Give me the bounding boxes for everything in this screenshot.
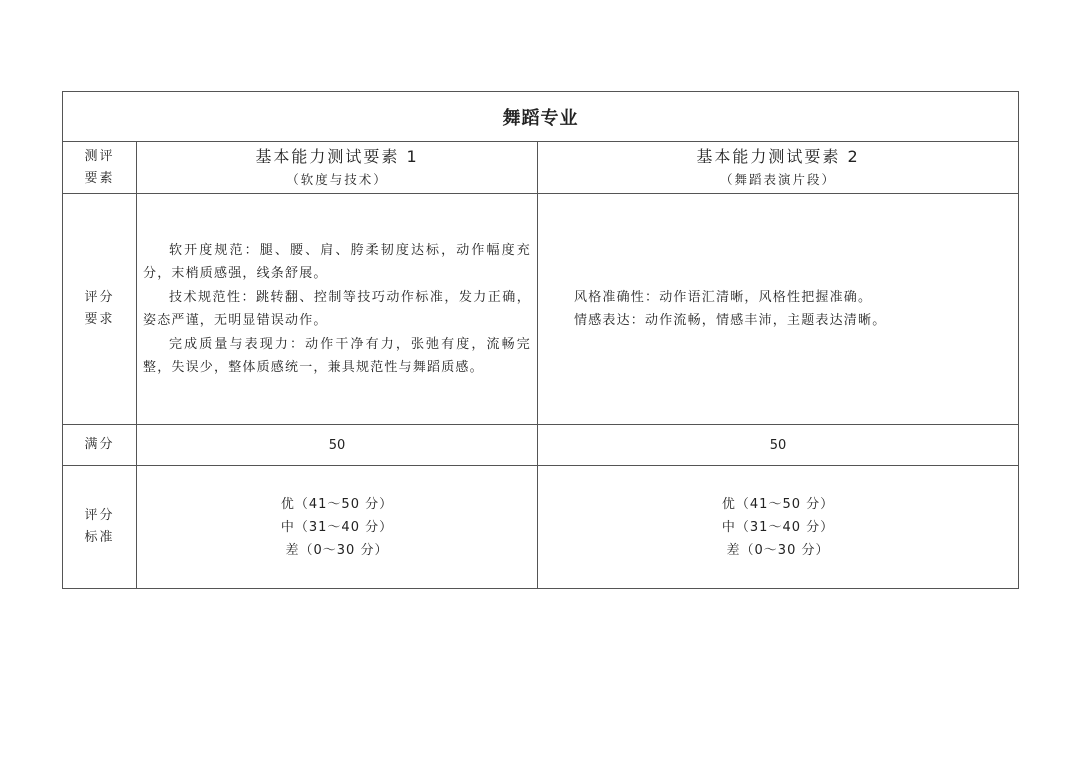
requirement-technique: 技术规范性：跳转翻、控制等技巧动作标准，发力正确，姿态严谨，无明显错误动作。 [143,289,531,328]
header-col2-title: 基本能力测试要素 2 [696,146,860,166]
full-score-label: 满分 [63,425,137,466]
requirement-emotion: 情感表达：动作流畅，情感丰沛，主题表达清晰。 [574,313,887,328]
requirements-label-cell [63,194,137,425]
requirements-col2 [538,194,1019,425]
standard-label-line1: 评分 [84,508,115,523]
requirements-col1 [137,194,538,425]
requirement-performance: 完成质量与表现力：动作干净有力，张弛有度，流畅完整，失误少，整体质感统一，兼具规范性与舞蹈质感。 [143,336,531,375]
table-title: 舞蹈专业 [63,92,1019,142]
requirement-flexibility: 软开度规范：腿、腰、肩、胯柔韧度达标，动作幅度充分，末梢质感强，线条舒展。 [143,242,531,281]
requirements-label-line2: 要求 [84,312,115,327]
standard-col1-excellent: 优（41～50 分） [280,496,394,512]
standard-col2-excellent: 优（41～50 分） [721,496,835,512]
standard-col2-medium: 中（31～40 分） [721,519,835,535]
full-score-col1: 50 [137,425,538,466]
requirements-label-line1: 评分 [84,290,115,305]
standard-col1-medium: 中（31～40 分） [280,519,394,535]
standard-label-cell [63,466,137,589]
header-label-line2: 要素 [84,170,115,186]
requirement-style: 风格准确性：动作语汇清晰，风格性把握准确。 [574,290,873,305]
standard-col2 [538,466,1019,589]
header-label-line1: 测评 [84,148,115,164]
header-col1-title: 基本能力测试要素 1 [255,146,419,166]
scoring-table [62,91,1019,589]
header-col1-subtitle: （软度与技术） [286,171,388,187]
standard-label-line2: 标准 [84,530,115,545]
standard-col2-poor: 差（0～30 分） [726,542,830,558]
standard-col1 [137,466,538,589]
header-col1 [137,142,538,194]
full-score-col2: 50 [538,425,1019,466]
header-col2 [538,142,1019,194]
header-label-cell [63,142,137,194]
header-col2-subtitle: （舞蹈表演片段） [720,171,837,187]
standard-col1-poor: 差（0～30 分） [285,542,389,558]
